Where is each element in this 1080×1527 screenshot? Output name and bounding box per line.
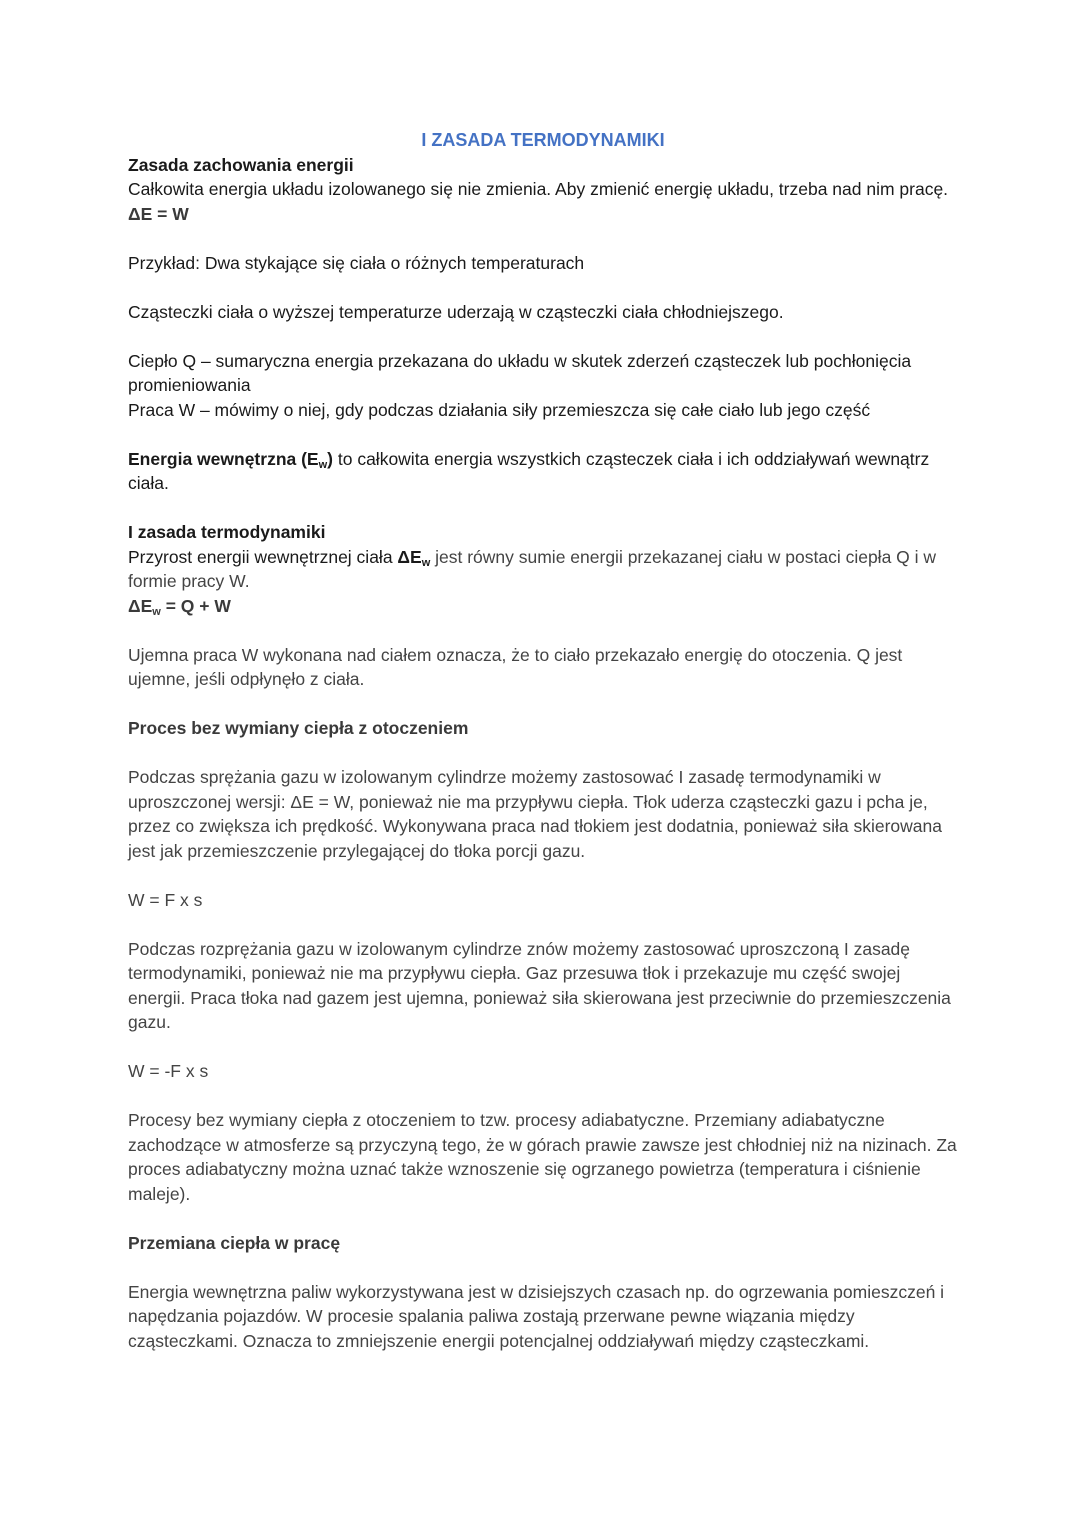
formula-first-law-rest: = Q + W bbox=[160, 595, 231, 616]
document-page bbox=[128, 128, 958, 1353]
section-heading-adiabatic: Proces bez wymiany ciepła z otoczeniem bbox=[128, 718, 469, 738]
paragraph-work-definition: Praca W – mówimy o niej, gdy podczas działania siły przemieszcza się całe ciało lub jego część bbox=[128, 399, 871, 420]
paragraph-first-law bbox=[128, 545, 958, 594]
section-heading-energy-conservation: Zasada zachowania energii bbox=[128, 154, 354, 175]
section-heading-heat-to-work: Przemiana ciepła w pracę bbox=[128, 1232, 341, 1253]
paragraph-example: Przykład: Dwa stykające się ciała o różnych temperaturach bbox=[128, 252, 585, 273]
formula-first-law-subscript: w bbox=[152, 605, 161, 618]
paragraph-particles: Cząsteczki ciała o wyższej temperaturze uderzają w cząsteczki ciała chłodniejszego. bbox=[128, 301, 784, 322]
formula-work-negative: W = -F x s bbox=[128, 1061, 209, 1081]
internal-energy-term: Energia wewnętrzna (E bbox=[128, 448, 319, 469]
first-law-text-b: jest równy sumie energii przekazanej ciału w postaci ciepła Q i w formie pracy W. bbox=[128, 546, 937, 591]
first-law-text-a: Przyrost energii wewnętrznej ciała bbox=[128, 546, 398, 567]
paragraph-adiabatic: Procesy bez wymiany ciepła z otoczeniem to tzw. procesy adiabatyczne. Przemiany adiabatyczne zachodzące w atmosferze są przyczyną tego, że w górach prawie zawsze jest chłodniej niż na nizinach. Za proces adiabatyczny można uznać także wznoszenie się ogrzanego powietrza (temperatura i ciśnienie maleje). bbox=[128, 1110, 957, 1204]
formula-delta-e: ΔE = W bbox=[128, 203, 189, 224]
paragraph-fuel-energy: Energia wewnętrzna paliw wykorzystywana jest w dzisiejszych czasach np. do ogrzewania pomieszczeń i napędzania pojazdów. W procesie spalania paliwa zostają przerwane pewne wiązania między cząsteczkami. Oznacza to zmniejszenie energii potencjalnej oddziaływań między cząsteczkami. bbox=[128, 1281, 945, 1351]
section-heading-first-law: I zasada termodynamiki bbox=[128, 522, 326, 542]
internal-energy-term-end: ) bbox=[327, 448, 333, 469]
internal-energy-text: to całkowita energia wszystkich cząsteczek ciała i ich oddziaływań wewnątrz ciała. bbox=[128, 448, 930, 493]
formula-first-law-delta: ΔE bbox=[128, 595, 153, 616]
first-law-delta: ΔE bbox=[397, 546, 422, 567]
formula-work-positive: W = F x s bbox=[128, 889, 203, 910]
formula-first-law bbox=[128, 594, 958, 619]
paragraph-energy-conservation: Całkowita energia układu izolowanego się nie zmienia. Aby zmienić energię układu, trzeba nad nim pracę. bbox=[128, 179, 949, 199]
paragraph-expansion: Podczas rozprężania gazu w izolowanym cylindrze znów możemy zastosować uproszczoną I zasadę termodynamiki, ponieważ nie ma przypływu ciepła. Gaz przesuwa tłok i przekazuje mu część swojej energii. Praca tłoka nad gazem jest ujemna, ponieważ siła skierowana jest przeciwnie do przemieszczenia gazu. bbox=[128, 938, 951, 1032]
paragraph-negative-work: Ujemna praca W wykonana nad ciałem oznacza, że to ciało przekazało energię do otoczenia. Q jest ujemne, jeśli odpłynęło z ciała. bbox=[128, 644, 903, 689]
page-title: I ZASADA TERMODYNAMIKI bbox=[421, 130, 665, 150]
paragraph-heat-definition: Ciepło Q – sumaryczna energia przekazana do układu w skutek zderzeń cząsteczek lub pochłonięcia promieniowania bbox=[128, 350, 912, 395]
paragraph-compression: Podczas sprężania gazu w izolowanym cylindrze możemy zastosować I zasadę termodynamiki w uproszczonej wersji: ΔE = W, ponieważ nie ma przypływu ciepła. Tłok uderza cząsteczki gazu i pcha je, przez co zwiększa ich prędkość. Wykonywana praca nad tłokiem jest dodatnia, ponieważ siła skierowana jest jak przemieszczenie przylegającej do tłoka porcji gazu. bbox=[128, 767, 942, 861]
paragraph-internal-energy bbox=[128, 447, 958, 496]
first-law-subscript: w bbox=[421, 556, 431, 569]
internal-energy-subscript: w bbox=[318, 458, 328, 471]
